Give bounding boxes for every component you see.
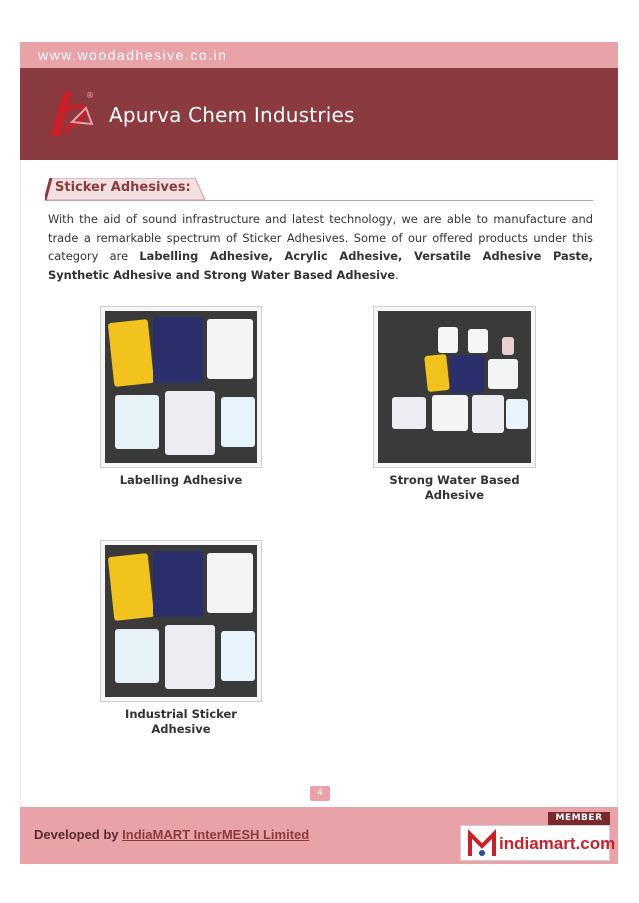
developed-by-label: Developed by <box>34 827 119 842</box>
developer-link[interactable]: IndiaMART InterMESH Limited <box>122 827 310 842</box>
product-caption[interactable]: Labelling Adhesive <box>119 473 243 487</box>
company-logo <box>42 84 102 144</box>
indiamart-logo-icon <box>467 829 497 859</box>
svg-text:®: ® <box>86 91 94 100</box>
intro-products: Labelling Adhesive, Acrylic Adhesive, Versatile Adhesive Paste, Synthetic Adhesive and Strong Water Based Adhesive <box>48 249 593 282</box>
company-name: Apurva Chem Industries <box>109 103 355 127</box>
indiamart-member-badge[interactable] <box>460 812 616 860</box>
product-photo-strong-water-based-adhesive[interactable] <box>373 306 536 468</box>
footer-bar <box>20 807 618 864</box>
intro-end: . <box>395 267 399 282</box>
product-caption[interactable]: Strong Water Based Adhesive <box>389 473 520 502</box>
developer-credit <box>34 827 309 842</box>
product-photo-industrial-sticker-adhesive[interactable] <box>100 540 262 702</box>
product-photo-labelling-adhesive[interactable] <box>100 306 262 468</box>
section-tab <box>45 178 205 200</box>
badge-box <box>460 825 616 861</box>
member-label: MEMBER <box>548 812 610 825</box>
website-url[interactable]: www.woodadhesive.co.in <box>38 47 228 63</box>
section-divider <box>45 200 593 201</box>
product-caption[interactable]: Industrial Sticker Adhesive <box>125 707 237 736</box>
intro-text: With the aid of sound infrastructure and latest technology, we are able to manufacture and trade a remarkable spectrum of Sticker Adhesives. Some of our offered products under this category are <box>48 212 593 263</box>
top-url-bar <box>20 42 618 68</box>
indiamart-brand: indiamart.com <box>499 834 616 853</box>
intro-paragraph <box>48 210 593 284</box>
company-header <box>20 68 618 160</box>
section-title: Sticker Adhesives: <box>55 180 191 195</box>
page-number: 4 <box>310 786 330 801</box>
